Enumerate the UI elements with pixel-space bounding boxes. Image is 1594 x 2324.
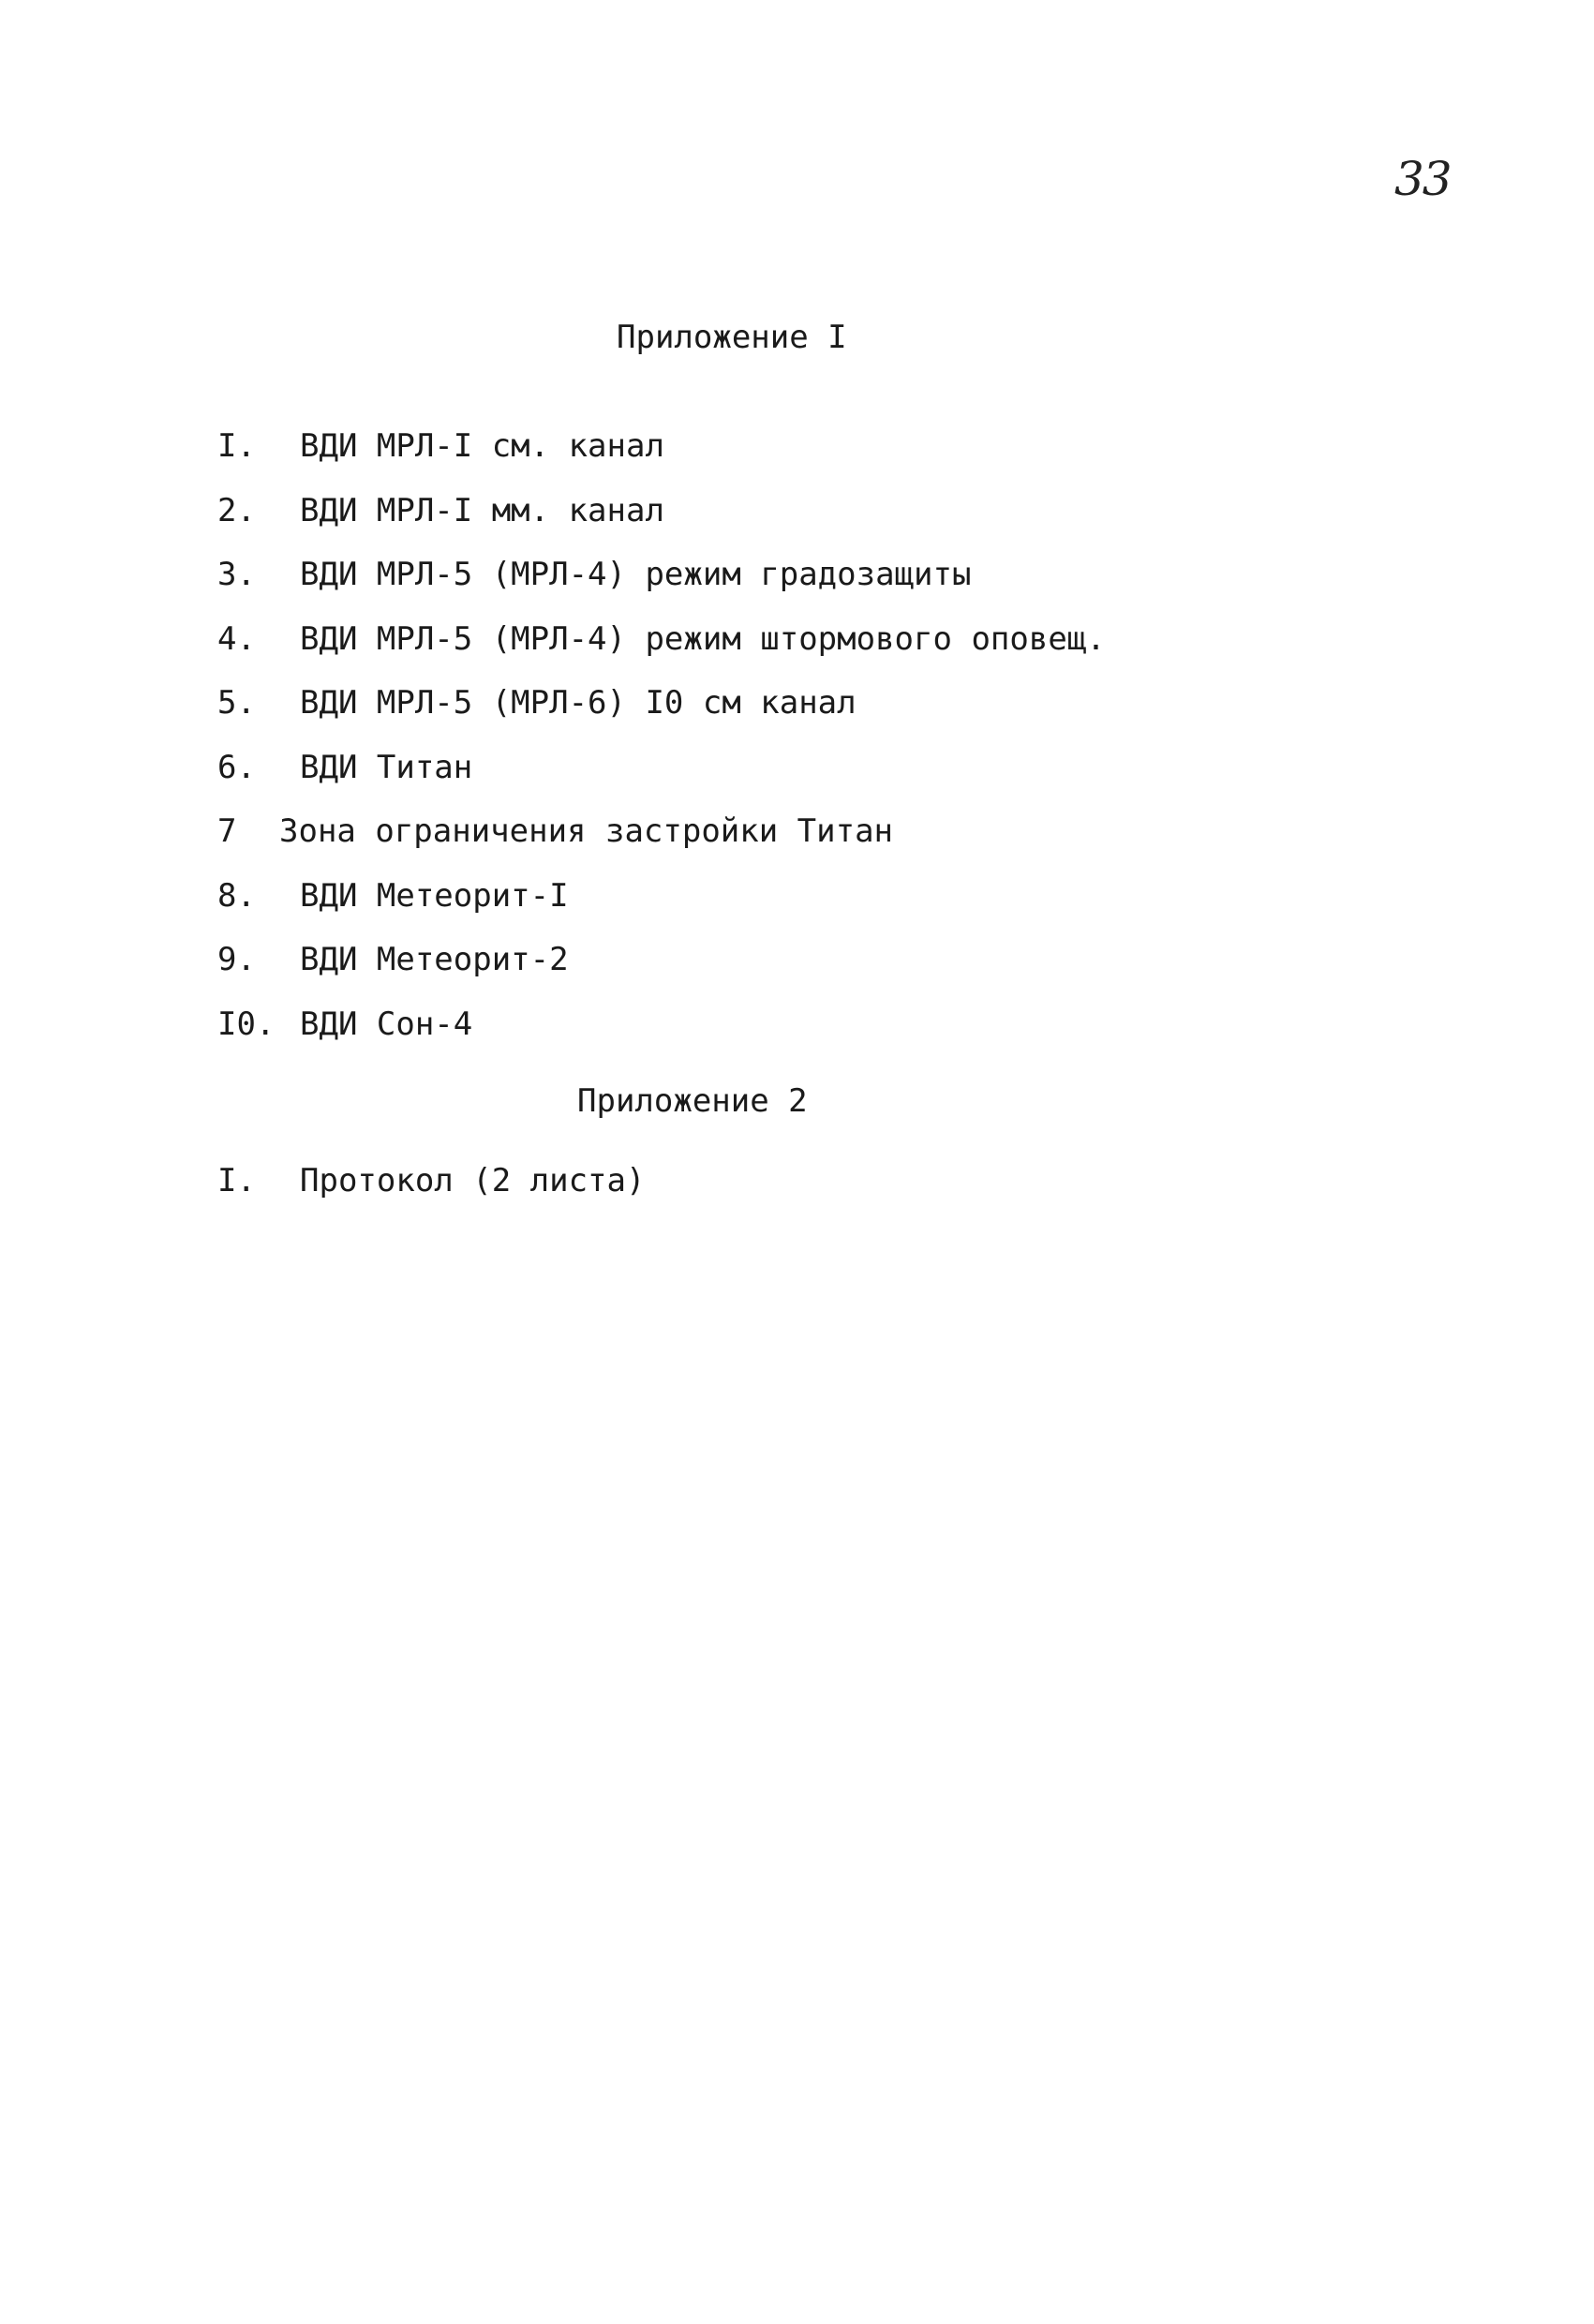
list-item [217, 812, 1106, 877]
list-item [217, 1006, 1106, 1070]
list-item [217, 492, 1106, 557]
item-text: ВДИ Титан [300, 748, 473, 786]
item-number: 5. [217, 684, 256, 722]
item-number: 3. [217, 556, 256, 593]
item-text: ВДИ Метеорит-I [300, 876, 569, 915]
list-item [217, 556, 1106, 620]
item-text: Зона ограничения застройки Титан [279, 812, 894, 850]
item-text: ВДИ МРЛ-I мм. канал [300, 491, 664, 529]
list-item [217, 941, 1106, 1006]
item-number: I. [217, 1162, 256, 1199]
item-text: Протокол (2 листа) [300, 1162, 646, 1199]
item-number: 8. [217, 876, 256, 915]
appendix-1-heading: Приложение I [617, 319, 847, 356]
list-item [217, 620, 1106, 685]
list-item [217, 877, 1106, 942]
item-number: 4. [217, 619, 256, 658]
appendix-2-list [217, 1162, 645, 1227]
page-number: 33 [1394, 152, 1451, 206]
item-number: I. [217, 427, 256, 465]
list-item [217, 427, 1106, 492]
item-text: ВДИ Метеорит-2 [300, 941, 569, 978]
list-item [217, 749, 1106, 813]
item-number: 2. [217, 491, 256, 529]
appendix-2-heading: Приложение 2 [577, 1082, 808, 1120]
list-item [217, 684, 1106, 749]
item-text: ВДИ Сон-4 [300, 1005, 473, 1043]
item-number: 9. [217, 941, 256, 978]
list-item [217, 1162, 645, 1227]
item-text: ВДИ МРЛ-I см. канал [300, 427, 664, 465]
item-text: ВДИ МРЛ-5 (МРЛ-4) режим штормового оповещ. [300, 619, 1106, 658]
item-number: I0. [217, 1005, 276, 1043]
item-number: 6. [217, 748, 256, 786]
appendix-1-list [217, 427, 1106, 1069]
item-text: ВДИ МРЛ-5 (МРЛ-6) I0 см канал [300, 684, 857, 722]
item-number: 7 [217, 812, 237, 850]
item-text: ВДИ МРЛ-5 (МРЛ-4) режим градозащиты [300, 556, 972, 593]
